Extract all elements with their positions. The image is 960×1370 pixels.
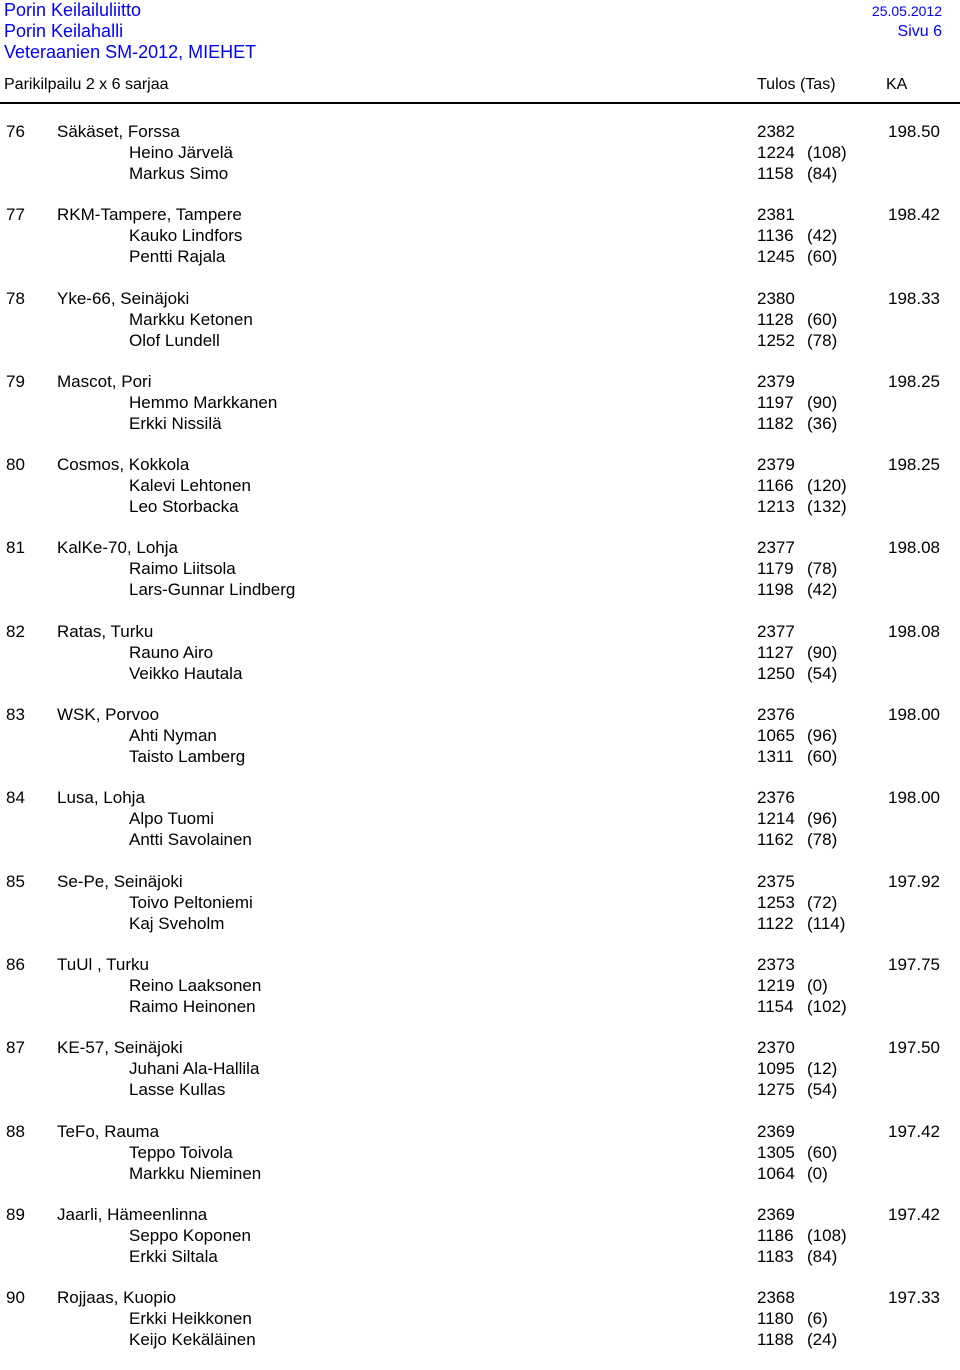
team-row [0,121,960,142]
player-row [0,225,960,246]
team-name: Cosmos, Kokkola [57,455,190,475]
player-score: 1136 [757,226,794,246]
player-row [0,309,960,330]
team-total: 2376 [757,705,795,725]
team-name: Yke-66, Seinäjoki [57,288,190,308]
team-name: WSK, Porvoo [57,705,160,725]
team-average: 198.08 [888,621,940,641]
team-entry [0,121,960,204]
team-name: KalKe-70, Lohja [57,538,178,558]
player-row [0,163,960,184]
player-score: 1311 [757,747,794,767]
player-handicap: (96) [807,809,838,829]
team-entry [0,371,960,454]
player-name: Taisto Lamberg [129,747,246,767]
player-name: Erkki Siltala [129,1246,218,1266]
player-name: Kaj Sveholm [129,913,225,933]
team-rank: 89 [6,1204,25,1224]
player-name: Erkki Nissilä [129,413,222,433]
team-average: 198.00 [888,705,940,725]
team-entry [0,537,960,620]
player-handicap: (102) [807,996,847,1016]
player-score: 1128 [757,309,794,329]
team-total: 2377 [757,621,795,641]
team-total: 2376 [757,788,795,808]
player-score: 1064 [757,1163,795,1183]
team-rank: 90 [6,1288,25,1308]
player-name: Pentti Rajala [129,247,226,267]
player-row [0,808,960,829]
player-score: 1127 [757,642,794,662]
player-name: Lars-Gunnar Lindberg [129,580,296,600]
player-name: Rauno Airo [129,642,214,662]
player-name: Raimo Heinonen [129,996,256,1016]
player-handicap: (42) [807,580,838,600]
player-row [0,913,960,934]
team-name: TeFo, Rauma [57,1121,160,1141]
player-row [0,892,960,913]
player-handicap: (54) [807,663,838,683]
player-score: 1213 [757,497,795,517]
player-row [0,1225,960,1246]
player-row [0,1163,960,1184]
team-name: Se-Pe, Seinäjoki [57,871,183,891]
team-row [0,1287,960,1308]
player-name: Hemmo Markkanen [129,392,278,412]
player-score: 1179 [757,559,794,579]
player-handicap: (84) [807,1246,838,1266]
player-score: 1183 [757,1246,794,1266]
team-entry [0,288,960,371]
team-average: 197.92 [888,871,940,891]
team-row [0,954,960,975]
team-rank: 81 [6,538,25,558]
player-name: Leo Storbacka [129,497,239,517]
player-handicap: (60) [807,247,838,267]
player-name: Keijo Kekäläinen [129,1330,256,1350]
player-handicap: (60) [807,309,838,329]
player-score: 1198 [757,580,794,600]
player-row [0,642,960,663]
team-row [0,537,960,558]
team-total: 2377 [757,538,795,558]
player-handicap: (108) [807,1225,847,1245]
player-score: 1219 [757,975,795,995]
team-rank: 80 [6,455,25,475]
team-total: 2369 [757,1121,795,1141]
header-divider [0,102,960,104]
player-row [0,725,960,746]
player-name: Teppo Toivola [129,1142,233,1162]
player-handicap: (0) [807,975,828,995]
player-name: Kalevi Lehtonen [129,476,251,496]
player-score: 1154 [757,996,794,1016]
player-handicap: (120) [807,476,847,496]
player-row [0,392,960,413]
player-handicap: (60) [807,1142,838,1162]
player-handicap: (12) [807,1059,838,1079]
team-name: KE-57, Seinäjoki [57,1038,183,1058]
team-rank: 83 [6,705,25,725]
team-total: 2382 [757,122,795,141]
player-score: 1180 [757,1309,794,1329]
team-entry [0,454,960,537]
team-name: Lusa, Lohja [57,788,145,808]
player-handicap: (96) [807,726,838,746]
team-average: 198.00 [888,788,940,808]
player-handicap: (84) [807,164,838,183]
team-total: 2373 [757,954,795,974]
player-score: 1252 [757,330,795,350]
player-score: 1197 [757,392,794,412]
player-name: Toivo Peltoniemi [129,892,253,912]
player-row [0,1329,960,1350]
team-total: 2381 [757,205,795,225]
team-name: RKM-Tampere, Tampere [57,205,242,225]
team-entry [0,1037,960,1120]
team-rank: 82 [6,621,25,641]
player-handicap: (0) [807,1163,828,1183]
player-name: Heino Järvelä [129,143,233,162]
competition-title: Parikilpailu 2 x 6 sarjaa [4,76,169,93]
team-rank: 76 [6,122,25,141]
player-row [0,1079,960,1100]
team-row [0,371,960,392]
player-name: Veikko Hautala [129,663,243,683]
report-date: 25.05.2012 [871,3,942,19]
page-number: Sivu 6 [897,23,942,40]
player-score: 1186 [757,1225,794,1245]
team-average: 198.08 [888,538,940,558]
team-average: 197.33 [888,1288,940,1308]
column-headers [0,68,960,102]
team-rank: 77 [6,205,25,225]
player-name: Erkki Heikkonen [129,1309,252,1329]
player-name: Antti Savolainen [129,830,252,850]
team-average: 197.42 [888,1204,940,1224]
team-name: TuUl , Turku [57,954,149,974]
player-row [0,1308,960,1329]
player-score: 1275 [757,1080,795,1100]
player-row [0,996,960,1017]
team-average: 197.42 [888,1121,940,1141]
team-total: 2380 [757,288,795,308]
player-handicap: (78) [807,330,838,350]
player-row [0,246,960,267]
player-name: Alpo Tuomi [129,809,215,829]
player-score: 1214 [757,809,795,829]
player-name: Markku Ketonen [129,309,253,329]
player-score: 1224 [757,143,795,162]
team-entry [0,204,960,287]
player-handicap: (36) [807,413,838,433]
player-score: 1245 [757,247,795,267]
player-score: 1065 [757,726,795,746]
team-row [0,288,960,309]
team-row [0,204,960,225]
team-row [0,1121,960,1142]
results-list [0,121,960,1370]
player-score: 1095 [757,1059,795,1079]
team-total: 2375 [757,871,795,891]
organization-band [0,0,960,64]
team-entry [0,787,960,870]
player-row [0,1246,960,1267]
player-score: 1182 [757,413,794,433]
player-score: 1253 [757,892,795,912]
player-handicap: (72) [807,892,838,912]
player-score: 1166 [757,476,794,496]
player-handicap: (108) [807,143,847,162]
team-name: Ratas, Turku [57,621,154,641]
team-average: 198.42 [888,205,940,225]
player-name: Reino Laaksonen [129,975,262,995]
team-row [0,621,960,642]
player-handicap: (6) [807,1309,828,1329]
player-row [0,746,960,767]
team-rank: 79 [6,371,25,391]
team-total: 2379 [757,455,795,475]
team-rank: 87 [6,1038,25,1058]
player-handicap: (114) [807,913,846,933]
player-row [0,142,960,163]
team-total: 2369 [757,1204,795,1224]
player-handicap: (42) [807,226,838,246]
team-row [0,1037,960,1058]
team-entry [0,1121,960,1204]
team-row [0,704,960,725]
player-row [0,829,960,850]
player-row [0,1058,960,1079]
player-name: Kauko Lindfors [129,226,243,246]
team-name: Rojjaas, Kuopio [57,1288,177,1308]
player-score: 1250 [757,663,795,683]
team-rank: 88 [6,1121,25,1141]
player-handicap: (132) [807,497,847,517]
player-name: Markku Nieminen [129,1163,262,1183]
event-name: Veteraanien SM-2012, MIEHET [4,42,257,62]
team-rank: 86 [6,954,25,974]
team-average: 198.50 [888,122,940,141]
player-name: Ahti Nyman [129,726,217,746]
team-row [0,871,960,892]
player-name: Markus Simo [129,164,229,183]
player-row [0,475,960,496]
team-average: 198.33 [888,288,940,308]
player-name: Olof Lundell [129,330,220,350]
page-header [0,0,960,104]
player-name: Seppo Koponen [129,1225,251,1245]
player-row [0,663,960,684]
team-average: 198.25 [888,371,940,391]
player-row [0,1142,960,1163]
team-name: Mascot, Pori [57,371,152,391]
player-name: Raimo Liitsola [129,559,236,579]
team-average: 198.25 [888,455,940,475]
team-name: Jaarli, Hämeenlinna [57,1204,208,1224]
player-handicap: (90) [807,392,838,412]
team-average: 197.50 [888,1038,940,1058]
team-entry [0,954,960,1037]
column-ka: KA [886,76,908,93]
team-rank: 85 [6,871,25,891]
player-score: 1188 [757,1330,794,1350]
team-average: 197.75 [888,954,940,974]
team-total: 2368 [757,1288,795,1308]
player-row [0,975,960,996]
column-tulos: Tulos (Tas) [757,76,836,93]
player-handicap: (78) [807,830,838,850]
team-row [0,1204,960,1225]
team-entry [0,621,960,704]
player-row [0,579,960,600]
team-entry [0,1287,960,1370]
team-name: Säkäset, Forssa [57,122,180,141]
player-score: 1162 [757,830,794,850]
team-row [0,787,960,808]
player-row [0,496,960,517]
player-handicap: (54) [807,1080,838,1100]
player-handicap: (24) [807,1330,838,1350]
player-name: Juhani Ala-Hallila [129,1059,260,1079]
player-score: 1122 [757,913,794,933]
player-handicap: (78) [807,559,838,579]
team-rank: 78 [6,288,25,308]
player-handicap: (60) [807,747,838,767]
venue-name: Porin Keilahalli [4,21,124,41]
player-score: 1305 [757,1142,795,1162]
team-entry [0,871,960,954]
team-total: 2379 [757,371,795,391]
player-row [0,330,960,351]
team-total: 2370 [757,1038,795,1058]
player-row [0,558,960,579]
team-row [0,454,960,475]
team-rank: 84 [6,788,25,808]
player-handicap: (90) [807,642,838,662]
team-entry [0,704,960,787]
team-entry [0,1204,960,1287]
player-name: Lasse Kullas [129,1080,226,1100]
player-row [0,413,960,434]
organization-name: Porin Keilailuliitto [4,0,142,20]
player-score: 1158 [757,164,794,183]
